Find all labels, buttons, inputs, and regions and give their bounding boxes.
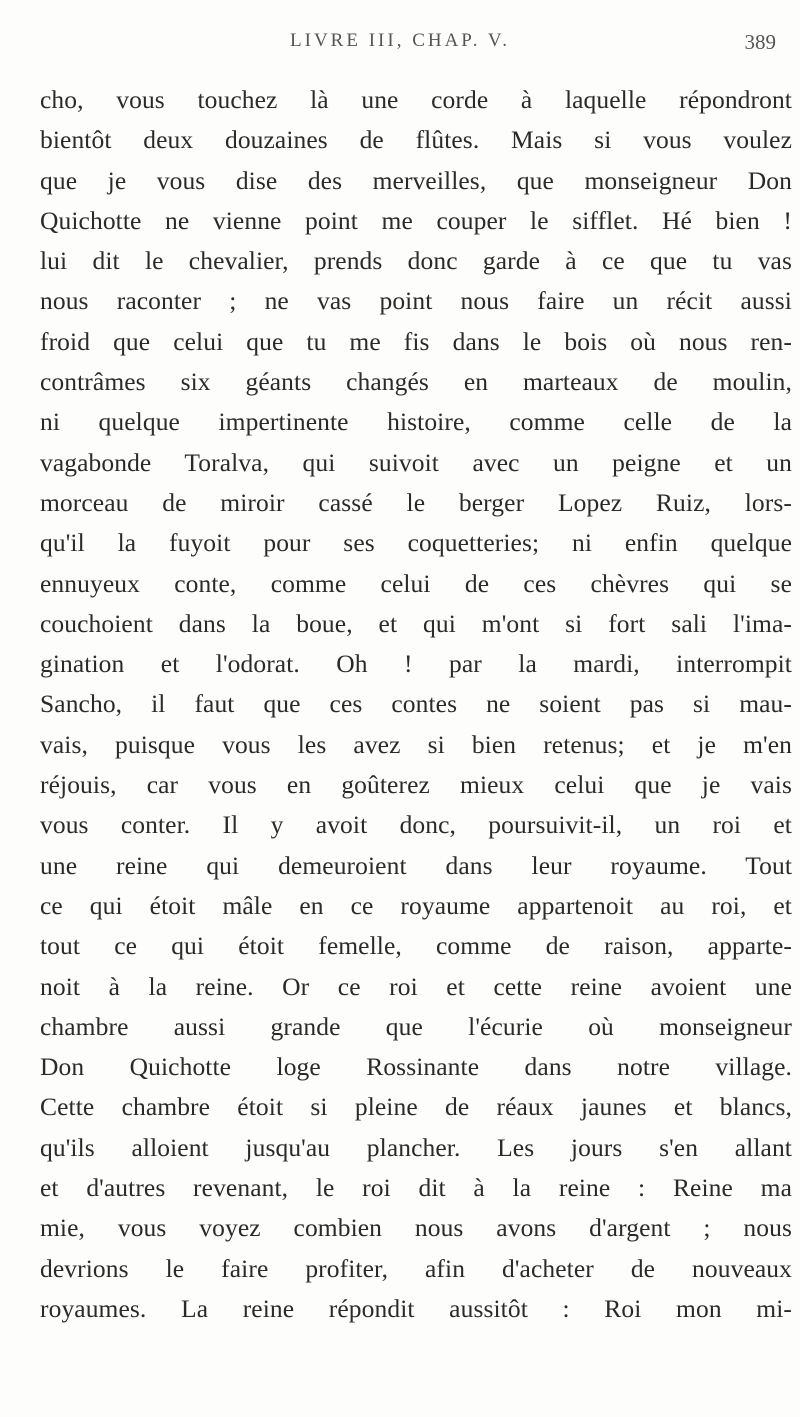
text-line: que je vous dise des merveilles, que monseigneur Don [40, 165, 792, 195]
text-line: cho, vous touchez là une corde à laquelle répondront [40, 85, 792, 114]
text-line: Don Quichotte loge Rossinante dans notre village. [40, 1052, 792, 1082]
page-number: 389 [744, 30, 776, 54]
text-line: tout ce qui étoit femelle, comme de raison, apparte- [40, 931, 792, 961]
text-line: et d'autres revenant, le roi dit à la reine : Reine ma [40, 1173, 792, 1203]
text-line: noit à la reine. Or ce roi et cette reine avoient une [40, 971, 792, 1001]
text-line: mie, vous voyez combien nous avons d'argent ; nous [40, 1213, 792, 1243]
text-line: réjouis, car vous en goûterez mieux celui que je vais [40, 770, 792, 800]
text-line: une reine qui demeuroient dans leur royaume. Tout [40, 850, 792, 880]
text-line: qu'il la fuyoit pour ses coquetteries; ni enfin quelque [40, 528, 792, 558]
body-text [40, 80, 792, 1329]
text-line: Cette chambre étoit si pleine de réaux jaunes et blancs, [40, 1092, 792, 1122]
text-line: couchoient dans la boue, et qui m'ont si fort sali l'ima- [40, 608, 792, 638]
running-title: LIVRE III, CHAP. V. [290, 30, 510, 51]
text-line: morceau de miroir cassé le berger Lopez Ruiz, lors- [40, 487, 792, 517]
text-line: Sancho, il faut que ces contes ne soient pas si mau- [40, 689, 792, 719]
text-line: froid que celui que tu me fis dans le bois où nous ren- [40, 326, 792, 356]
text-line: Quichotte ne vienne point me couper le sifflet. Hé bien ! [40, 205, 792, 235]
text-line: vous conter. Il y avoit donc, poursuivit-il, un roi et [40, 810, 792, 840]
text-line: gination et l'odorat. Oh ! par la mardi, interrompit [40, 649, 792, 679]
text-line: bientôt deux douzaines de flûtes. Mais si vous voulez [40, 125, 792, 155]
text-line: lui dit le chevalier, prends donc garde à ce que tu vas [40, 246, 792, 276]
text-line: vagabonde Toralva, qui suivoit avec un peigne et un [40, 447, 792, 477]
text-line: ennuyeux conte, comme celui de ces chèvres qui se [40, 568, 792, 598]
text-line: nous raconter ; ne vas point nous faire un récit aussi [40, 286, 792, 316]
text-line: qu'ils alloient jusqu'au plancher. Les jours s'en allant [40, 1132, 792, 1162]
text-line: ni quelque impertinente histoire, comme celle de la [40, 407, 792, 437]
text-line: chambre aussi grande que l'écurie où monseigneur [40, 1011, 792, 1041]
text-line: contrâmes six géants changés en marteaux de moulin, [40, 367, 792, 397]
text-line: royaumes. La reine répondit aussitôt : Roi mon mi- [40, 1293, 792, 1323]
text-line: vais, puisque vous les avez si bien retenus; et je m'en [40, 729, 792, 759]
text-line: ce qui étoit mâle en ce royaume appartenoit au roi, et [40, 890, 792, 920]
running-head [0, 30, 800, 60]
text-line: devrions le faire profiter, afin d'acheter de nouveaux [40, 1253, 792, 1283]
